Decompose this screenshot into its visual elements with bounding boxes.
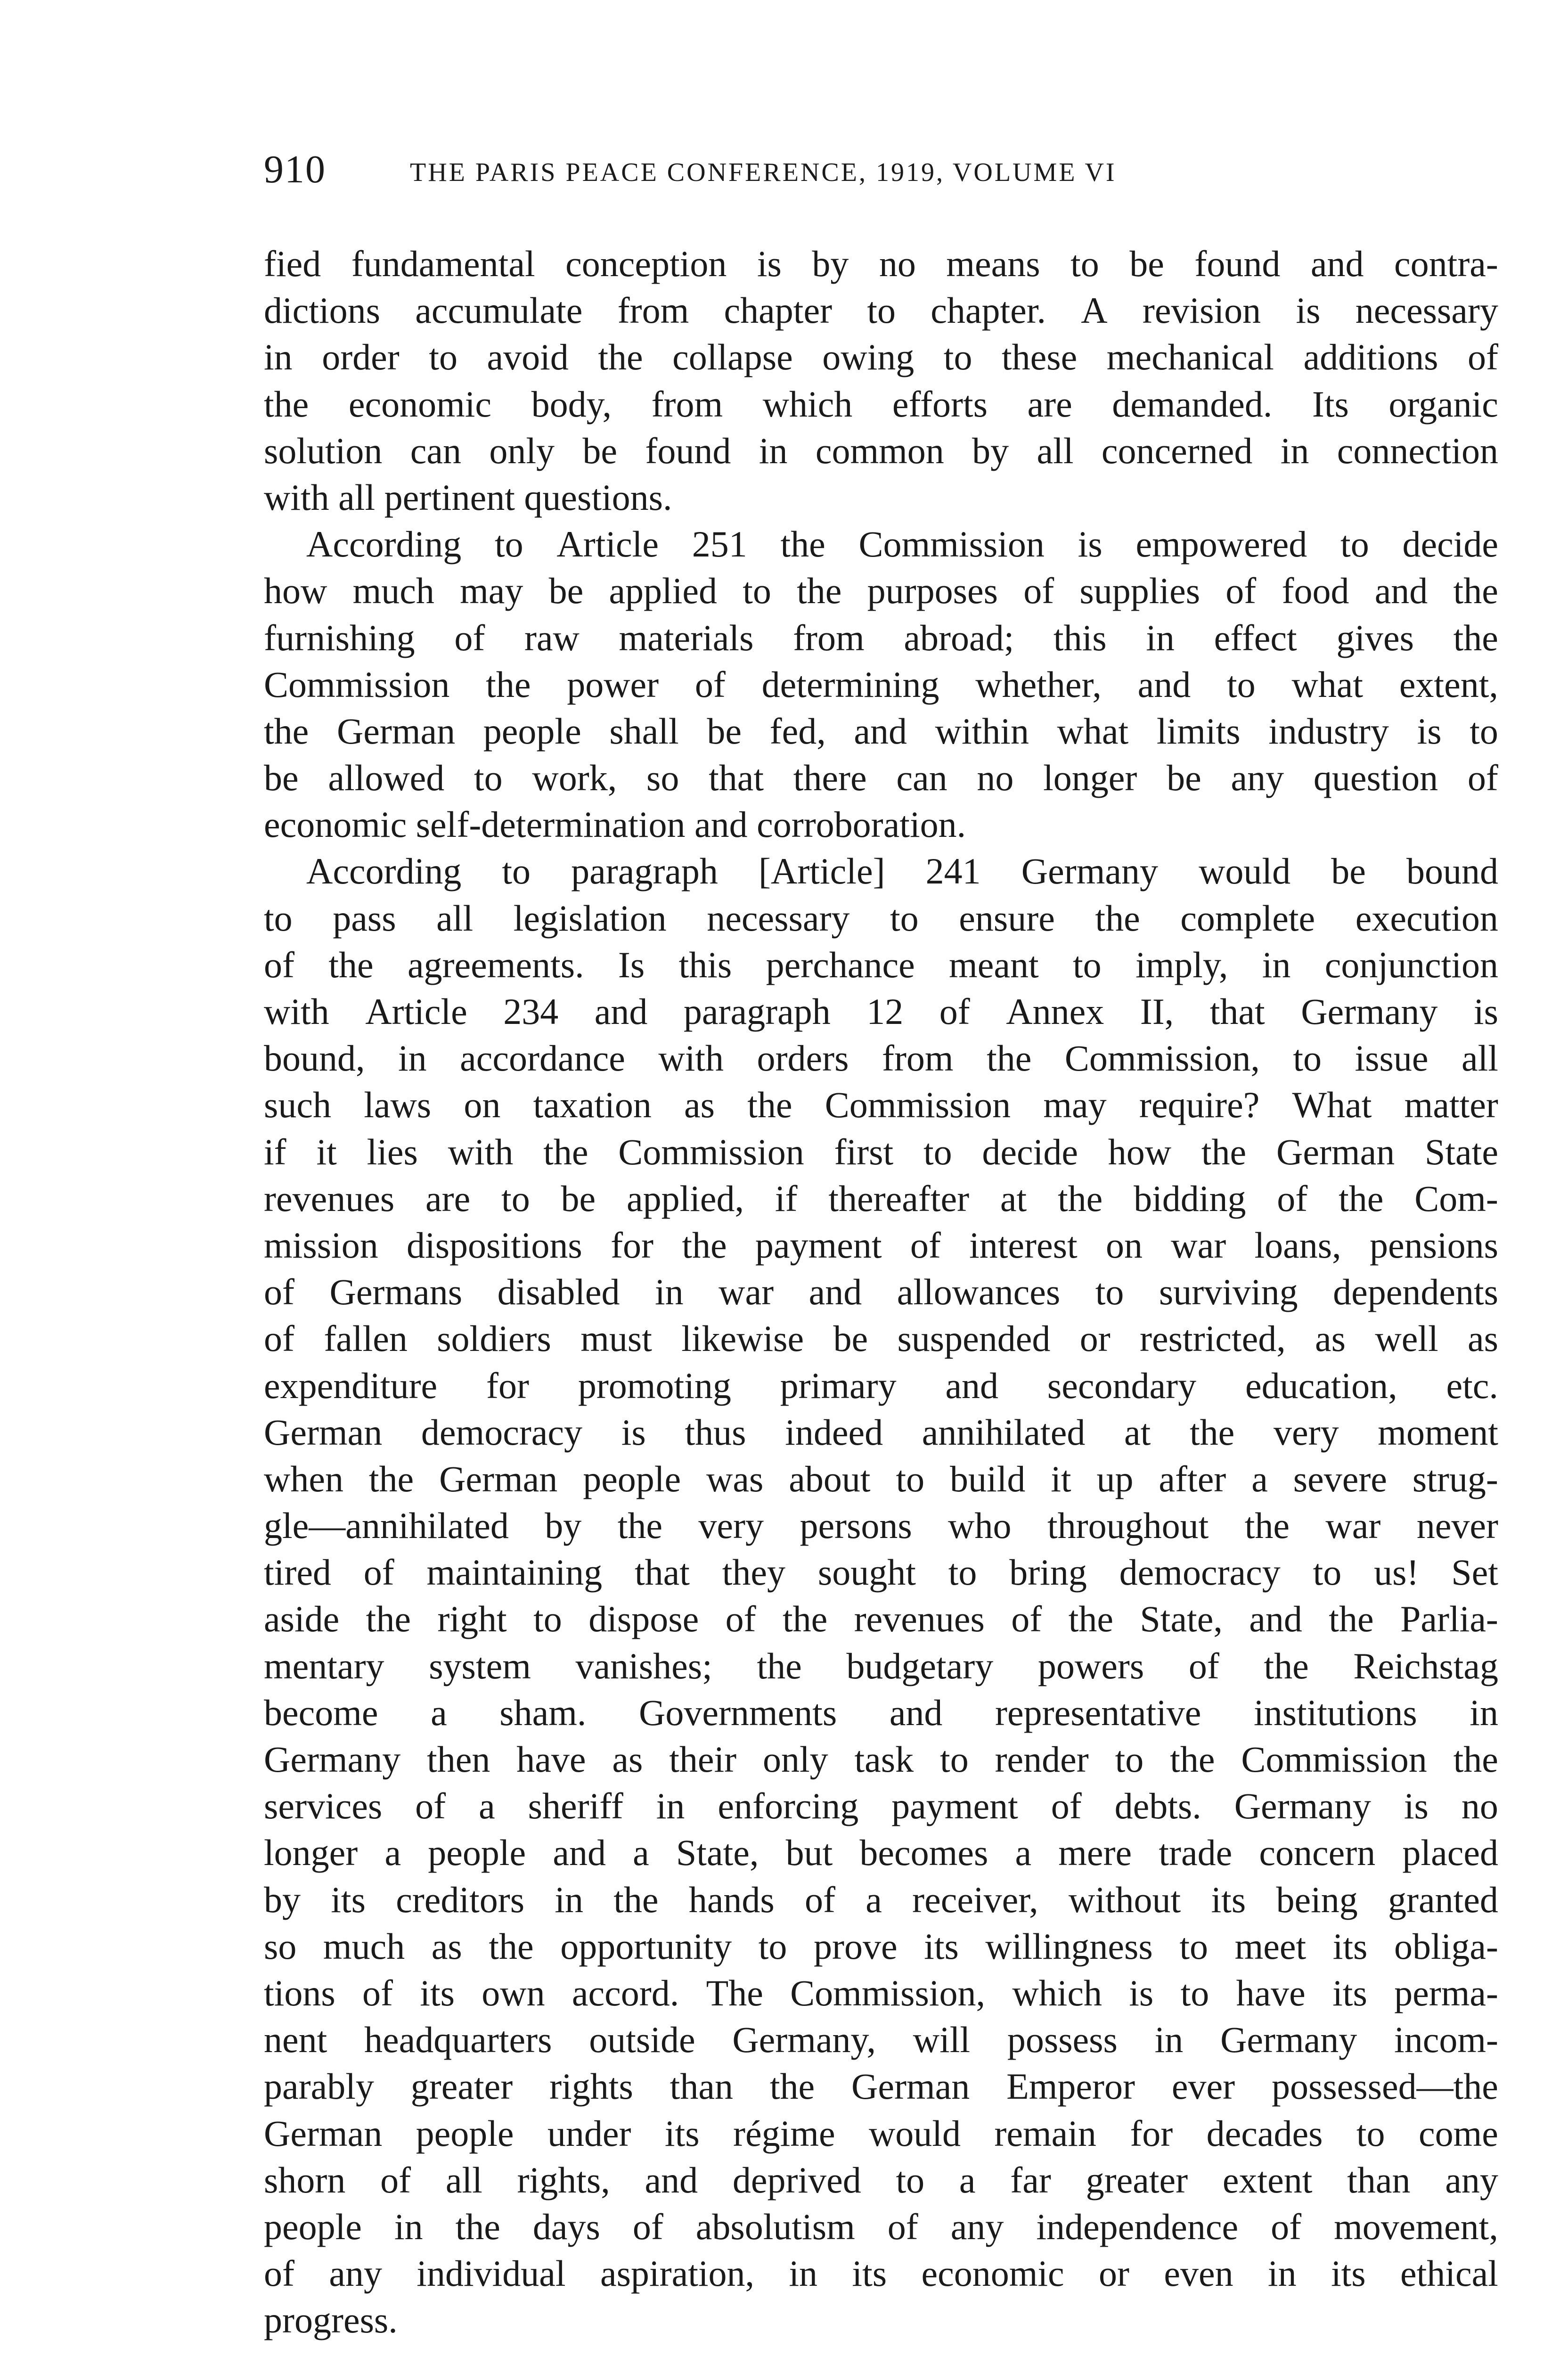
text-line: fied fundamental conception is by no means to be found and contra- bbox=[264, 243, 1498, 284]
text-line: of fallen soldiers must likewise be suspended or restricted, as well as bbox=[264, 1318, 1498, 1359]
text-line: bound, in accordance with orders from the Commission, to issue all bbox=[264, 1038, 1498, 1079]
page-number: 910 bbox=[264, 147, 326, 191]
text-line: in order to avoid the collapse owing to these mechanical additions of bbox=[264, 336, 1498, 378]
text-line: longer a people and a State, but becomes a mere trade concern placed bbox=[264, 1832, 1498, 1873]
text-line: to pass all legislation necessary to ensure the complete execution bbox=[264, 897, 1498, 939]
text-line: progress. bbox=[264, 2299, 398, 2341]
text-line: when the German people was about to build it up after a severe strug- bbox=[264, 1458, 1498, 1499]
text-line: dictions accumulate from chapter to chapter. A revision is necessary bbox=[264, 290, 1498, 331]
text-line: tired of maintaining that they sought to bring democracy to us! Set bbox=[264, 1552, 1498, 1593]
text-line: such laws on taxation as the Commission may require? What matter bbox=[264, 1084, 1498, 1126]
body-text bbox=[264, 240, 1498, 2343]
text-line: the economic body, from which efforts are demanded. Its organic bbox=[264, 383, 1498, 425]
text-line: parably greater rights than the German Emperor ever possessed—the bbox=[264, 2066, 1498, 2107]
text-line: aside the right to dispose of the revenues of the State, and the Parlia- bbox=[264, 1598, 1498, 1640]
text-line: mentary system vanishes; the budgetary powers of the Reichstag bbox=[264, 1645, 1498, 1686]
paragraph bbox=[264, 240, 1498, 521]
text-line: of any individual aspiration, in its economic or even in its ethical bbox=[264, 2253, 1498, 2294]
text-line: how much may be applied to the purposes of supplies of food and the bbox=[264, 570, 1498, 612]
text-line: be allowed to work, so that there can no longer be any question of bbox=[264, 757, 1498, 799]
text-line: so much as the opportunity to prove its willingness to meet its obliga- bbox=[264, 1925, 1498, 1967]
text-line: become a sham. Governments and representative institutions in bbox=[264, 1692, 1498, 1733]
text-line: According to Article 251 the Commission is empowered to decide bbox=[306, 524, 1498, 565]
text-line: with Article 234 and paragraph 12 of Annex II, that Germany is bbox=[264, 991, 1498, 1032]
text-line: with all pertinent questions. bbox=[264, 476, 672, 518]
text-line: According to paragraph [Article] 241 Germany would be bound bbox=[306, 851, 1498, 892]
text-line: if it lies with the Commission first to decide how the German State bbox=[264, 1131, 1498, 1172]
text-line: services of a sheriff in enforcing payment of debts. Germany is no bbox=[264, 1785, 1498, 1827]
text-line: tions of its own accord. The Commission, which is to have its perma- bbox=[264, 1972, 1498, 2013]
running-head bbox=[264, 146, 1489, 198]
text-line: nent headquarters outside Germany, will possess in Germany incom- bbox=[264, 2019, 1498, 2061]
text-line: the German people shall be fed, and within what limits industry is to bbox=[264, 710, 1498, 752]
text-line: economic self-determination and corroboration. bbox=[264, 804, 966, 845]
paragraph bbox=[264, 521, 1498, 848]
text-line: German people under its régime would remain for decades to come bbox=[264, 2112, 1498, 2154]
paragraph bbox=[264, 848, 1498, 2343]
text-line: mission dispositions for the payment of interest on war loans, pensions bbox=[264, 1224, 1498, 1266]
text-line: revenues are to be applied, if thereafter at the bidding of the Com- bbox=[264, 1178, 1498, 1219]
text-line: shorn of all rights, and deprived to a far greater extent than any bbox=[264, 2159, 1498, 2201]
text-line: Germany then have as their only task to render to the Commission the bbox=[264, 1739, 1498, 1780]
text-line: people in the days of absolutism of any independence of movement, bbox=[264, 2206, 1498, 2247]
text-line: German democracy is thus indeed annihilated at the very moment bbox=[264, 1411, 1498, 1453]
text-line: solution can only be found in common by all concerned in connection bbox=[264, 430, 1498, 471]
text-line: Commission the power of determining whether, and to what extent, bbox=[264, 663, 1498, 705]
text-line: gle—annihilated by the very persons who throughout the war never bbox=[264, 1505, 1498, 1546]
text-line: by its creditors in the hands of a receiver, without its being granted bbox=[264, 1879, 1498, 1920]
text-line: furnishing of raw materials from abroad; this in effect gives the bbox=[264, 617, 1498, 658]
text-line: of the agreements. Is this perchance meant to imply, in conjunction bbox=[264, 944, 1498, 985]
text-line: expenditure for promoting primary and secondary education, etc. bbox=[264, 1365, 1498, 1406]
running-title: THE PARIS PEACE CONFERENCE, 1919, VOLUME VI bbox=[410, 158, 1117, 187]
text-line: of Germans disabled in war and allowances to surviving dependents bbox=[264, 1271, 1498, 1313]
